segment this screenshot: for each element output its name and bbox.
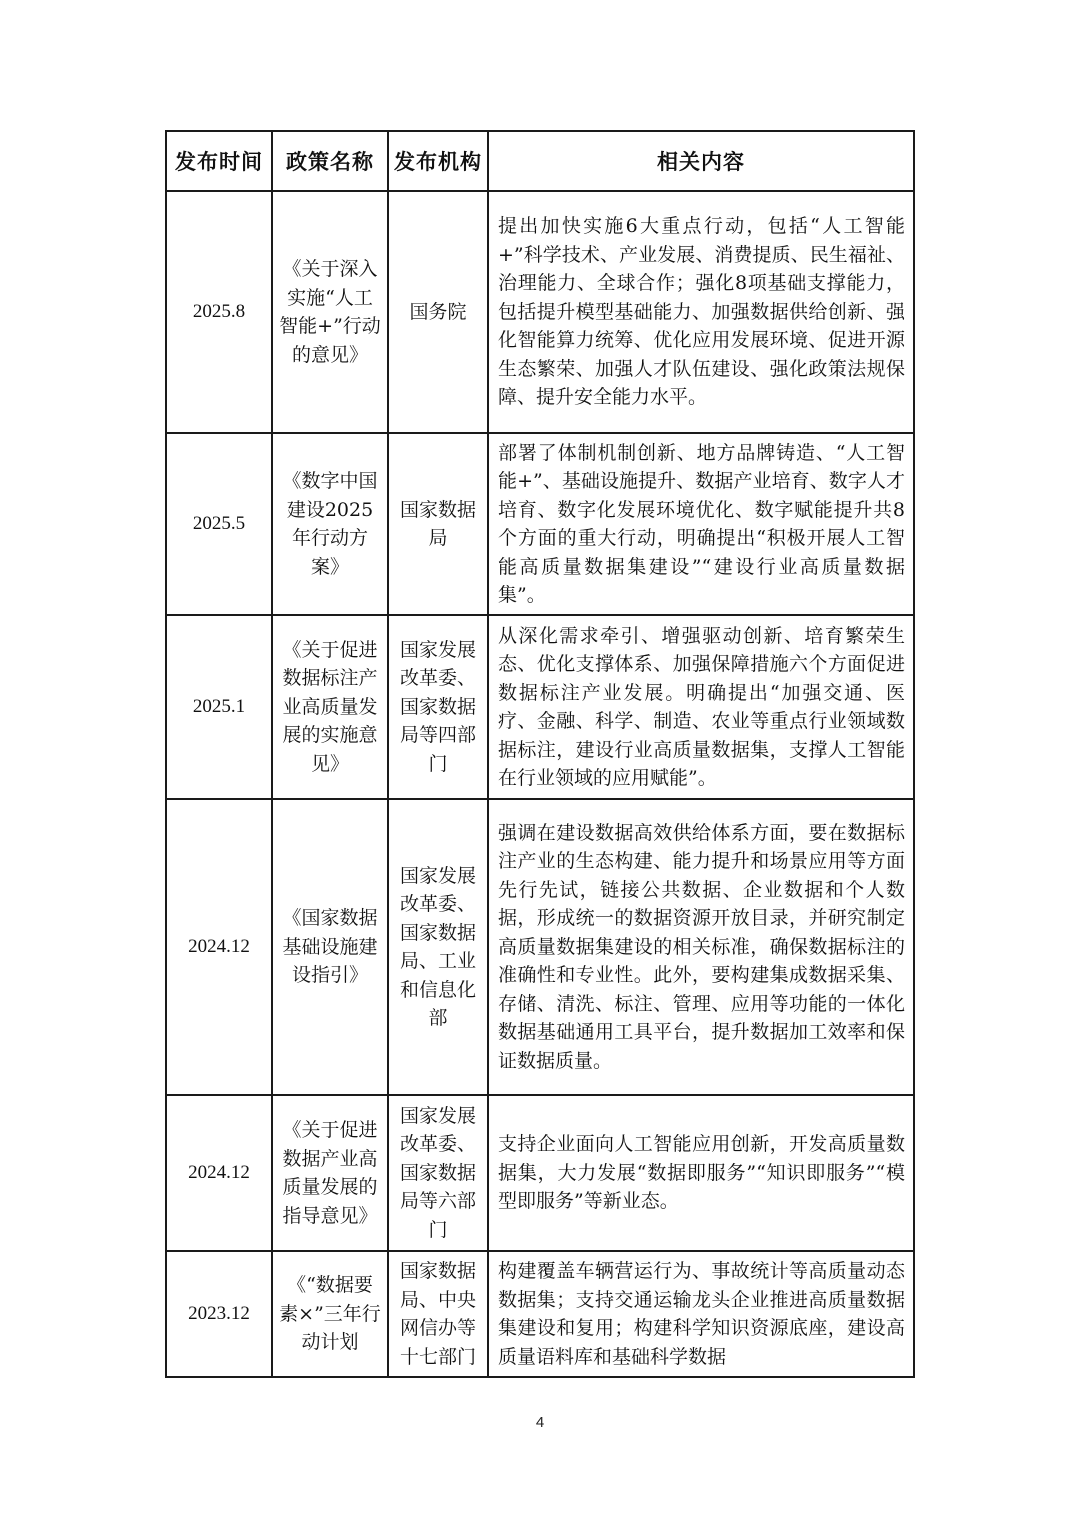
cell-date: 2025.8 [166,191,272,433]
header-related-content: 相关内容 [488,131,914,191]
table-header-row [166,131,914,191]
cell-date: 2025.1 [166,615,272,799]
cell-content: 从深化需求牵引、增强驱动创新、培育繁荣生态、优化支撑体系、加强保障措施六个方面促进数据标注产业发展。明确提出“加强交通、医疗、金融、科学、制造、农业等重点行业领域数据标注，建设行业高质量数据集，支撑人工智能在行业领域的应用赋能”。 [488,615,914,799]
table-row [166,191,914,433]
cell-agency: 国务院 [388,191,488,433]
header-policy-name: 政策名称 [272,131,388,191]
cell-content: 提出加快实施6大重点行动，包括“人工智能+”科学技术、产业发展、消费提质、民生福祉、治理能力、全球合作；强化8项基础支撑能力，包括提升模型基础能力、加强数据供给创新、强化智能算力统筹、优化应用发展环境、促进开源生态繁荣、加强人才队伍建设、强化政策法规保障、提升安全能力水平。 [488,191,914,433]
cell-content: 构建覆盖车辆营运行为、事故统计等高质量动态数据集；支持交通运输龙头企业推进高质量数据集建设和复用；构建科学知识资源底座，建设高质量语料库和基础科学数据 [488,1251,914,1377]
cell-date: 2025.5 [166,433,272,615]
cell-agency: 国家数据局 [388,433,488,615]
cell-agency: 国家发展改革委、国家数据局等六部门 [388,1095,488,1251]
cell-date: 2024.12 [166,1095,272,1251]
header-publish-date: 发布时间 [166,131,272,191]
cell-content: 支持企业面向人工智能应用创新，开发高质量数据集，大力发展“数据即服务”“知识即服务”“模型即服务”等新业态。 [488,1095,914,1251]
cell-content: 部署了体制机制创新、地方品牌铸造、“人工智能+”、基础设施提升、数据产业培育、数字人才培育、数字化发展环境优化、数字赋能提升共8个方面的重大行动，明确提出“积极开展人工智能高质量数据集建设”“建设行业高质量数据集”。 [488,433,914,615]
cell-policy-name: 《关于促进数据标注产业高质量发展的实施意见》 [272,615,388,799]
cell-policy-name: 《关于促进数据产业高质量发展的指导意见》 [272,1095,388,1251]
page-number: 4 [535,1414,545,1431]
cell-agency: 国家数据局、中央网信办等十七部门 [388,1251,488,1377]
cell-policy-name: 《关于深入实施“人工智能+”行动的意见》 [272,191,388,433]
cell-policy-name: 《“数据要素×”三年行动计划 [272,1251,388,1377]
cell-agency: 国家发展改革委、国家数据局、工业和信息化部 [388,799,488,1095]
table-row [166,1251,914,1377]
table-row [166,433,914,615]
header-publishing-agency: 发布机构 [388,131,488,191]
cell-date: 2024.12 [166,799,272,1095]
cell-content: 强调在建设数据高效供给体系方面，要在数据标注产业的生态构建、能力提升和场景应用等方面先行先试，链接公共数据、企业数据和个人数据，形成统一的数据资源开放目录，并研究制定高质量数据集建设的相关标准，确保数据标注的准确性和专业性。此外，要构建集成数据采集、存储、清洗、标注、管理、应用等功能的一体化数据基础通用工具平台，提升数据加工效率和保证数据质量。 [488,799,914,1095]
policy-table [165,130,915,1378]
cell-policy-name: 《数字中国建设2025年行动方案》 [272,433,388,615]
table-row [166,1095,914,1251]
cell-date: 2023.12 [166,1251,272,1377]
cell-policy-name: 《国家数据基础设施建设指引》 [272,799,388,1095]
table-row [166,799,914,1095]
table-row [166,615,914,799]
cell-agency: 国家发展改革委、国家数据局等四部门 [388,615,488,799]
